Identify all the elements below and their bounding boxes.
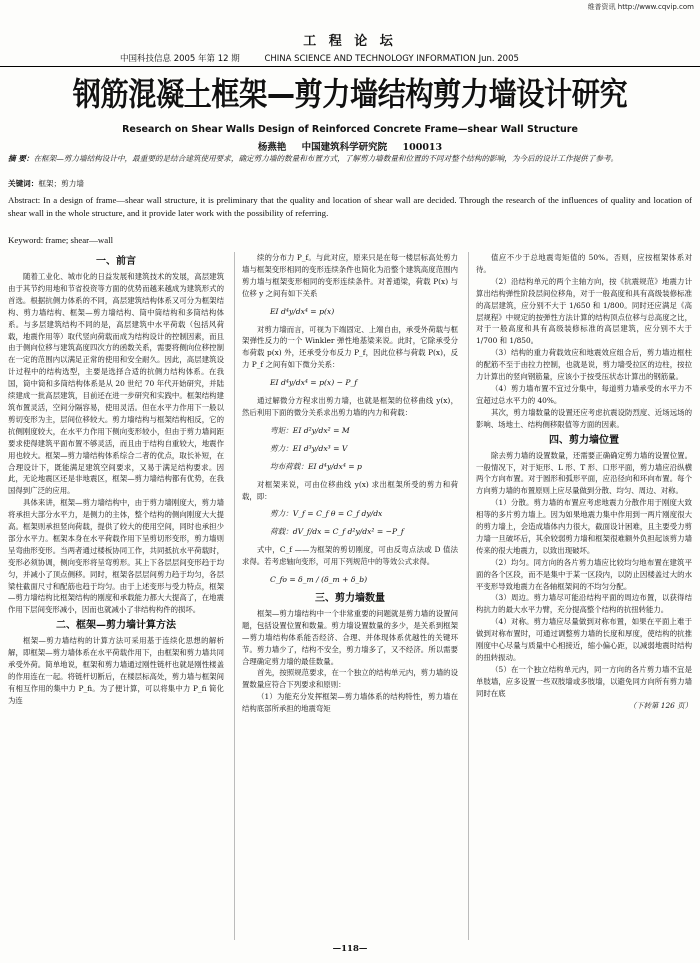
abstract-zh-text: 在框架—剪力墙结构设计中，最重要的是结合建筑使用要求，确定剪力墙的数量和布置方式，了解剪力墙数量和位置的不同对整个结构的影响，为今后的设计工作提供了参考。: [33, 154, 619, 163]
paragraph: （1）分散。剪力墙的布置应考虑地震力分散作用于刚度大致相等的多片剪力墙上。因为如果地震力集中作用到一两片刚度很大的剪力墙上，会造成墙体内力很大，截面设计困难，且主要受力剪力墙一旦破坏后，其余较弱剪力墙和框架很难额外负担起该剪力墙传来的很大地震力，以致出现破坏。: [476, 498, 692, 555]
paragraph: 值应不少于总地震弯矩值的 50%。否则，应按框架体系对待。: [476, 253, 692, 274]
journal-name-en: CHINA SCIENCE AND TECHNOLOGY INFORMATION Jun. 2005: [264, 54, 519, 64]
paragraph: 框架—剪力墙结构中一个非常重要的问题就是剪力墙的设置问题，包括设置位置和数量。剪力墙设置数量的多少，是关系到框架—剪力墙结构体系能否经济、合理、并体现体系优越性的关键环节。剪力墙少了，结构不安全，剪力墙多了，又不经济。所以需要合理确定剪力墙的最佳数量。: [242, 608, 458, 666]
paragraph: （3）结构的重力荷载效应和地震效应组合后，剪力墙边框柱的配筋不至于由拉力控制，也就是说，剪力墙受拉区的边柱，按拉力计算出的竖向钢筋量，应该小于按受压状态计算出的钢筋量。: [476, 348, 692, 382]
page-number: —118—: [332, 944, 368, 954]
column-divider: [468, 252, 469, 940]
heading-shear-wall-quantity: 三、剪力墙数量: [315, 592, 385, 604]
abstract-zh: [8, 153, 692, 165]
abstract-en: [8, 194, 692, 219]
equation: 荷载：dV_f/dx = C_f d²y/dx² = −P_f: [270, 527, 404, 537]
equation: EI d⁴y/dx⁴ = p(x) − P_f: [270, 378, 358, 388]
paragraph: 式中，C_f ——为框架的剪切刚度，可由反弯点法或 D 值法求得。若考虑轴向变形，可用下列规范中的等效公式求得。: [242, 545, 458, 567]
paragraph: 除去剪力墙的设置数量，还需要正确确定剪力墙的设置位置。一般情况下，对于矩形、L 形、T 形、口形平面，剪力墙应沿纵横两个方向布置。对于圆形和弧形平面，应沿径向和环向布置。每个方向剪力墙的布置原则上应尽量做到分散、均匀、周边、对称。: [476, 450, 692, 496]
author-affiliation: 中国建筑科学研究院: [301, 142, 388, 153]
paragraph: 框架—剪力墙结构的计算方法可采用基于连续化思想的解析解，即框架—剪力墙体系在水平荷载作用下，由框架和剪力墙共同承受外荷。简单地说，框架和剪力墙通过刚性链杆也就是刚性楼盖的作用连在一起。将链杆切断后，在楼层标高处，剪力墙与框架间有相互作用的集中力 P_fi。为了便计算，可以将集中力 P_fi 简化为连: [8, 636, 224, 705]
continued-note: （下转第 126 页）: [628, 700, 692, 710]
article-title: 钢筋混凝土框架—剪力墙结构剪力墙设计研究: [72, 75, 628, 113]
header-rule: [0, 66, 700, 67]
equation: 均布荷载：EI d⁴y/dx⁴ = p: [270, 461, 362, 471]
paragraph: 首先，按照规范要求，在一个独立的结构单元内，剪力墙的设置数量应符合下列要求和原则：: [242, 668, 458, 690]
equation: C_fo = δ_m / (δ_m + δ_b): [270, 575, 368, 585]
paragraph: 具体来讲，框架—剪力墙结构中，由于剪力墙刚度大，剪力墙将承担大部分水平力，是侧力的主体，整个结构的侧向刚度大大提高。框架则承担竖向荷载，提供了较大的使用空间，同时也承担少部分水平力。框架本身在水平荷载作用下呈剪切形变形，剪力墙则呈弯曲形变形。当两者通过楼板协同工作，共同抵抗水平荷载时，变形必须协调，侧向变形将呈弯剪形。其上下各层层间变形趋于均匀，并减小了顶点侧移。同时，框架各层层间剪力趋于均匀，各层梁柱截面尺寸和配筋也趋于均匀。由于上述变形与受力特点，框架—剪力墙结构比框架结构的刚度和承载能力都大大提高了，在地震作用下层间变形减小，因而也就减小了非结构构件的损坏。: [8, 498, 224, 615]
paragraph: （4）剪力墙布置不宜过分集中，每道剪力墙承受的水平力不宜超过总水平力的 40%。: [476, 383, 692, 405]
column-1: [8, 252, 224, 707]
article-title-en: Research on Shear Walls Design of Reinforced Concrete Frame—shear Wall Structure: [122, 124, 578, 135]
paragraph: 对剪力墙而言，可视为下端固定、上端自由，承受外荷载与框架弹性反力的一个 Winkler 弹性地基梁来说。此时，它除承受分布荷载 p(x) 外，还承受分布反力 P_f，因此位移与荷载 P(x)，反力 P_f 之间有如下微分关系：: [242, 324, 458, 370]
paragraph: 通过解微分方程求出剪力墙，也就是框架的位移曲线 y(x)，然后利用下面的微分关系求出剪力墙的内力和荷载：: [242, 396, 458, 417]
paragraph: （2）均匀。同方向的各片剪力墙应比较均匀地布置在建筑平面的各个区段，而不是集中于某一区段内，以防止因楼盖过大的水平变形导致地震力在各轴框架间的不均匀分配。: [476, 557, 692, 591]
abstract-en-label: Abstract:: [8, 195, 41, 205]
author-line: [0, 139, 700, 153]
heading-shear-wall-location: 四、剪力墙位置: [549, 434, 619, 446]
paragraph: 随着工业化、城市化的日益发展和建筑技术的发展，高层建筑由于其节约用地和节省投资等方面的优势而越来越成为建筑形式的首选。根据抗侧力体系的不同，高层建筑结构体系又可分为框架结构、剪力墙结构、框架—剪力墙结构、筒中筒结构和多筒结构体系。与多层建筑结构不同的是，高层建筑中水平荷载（包括风荷载，地震作用等）取代竖向荷载而成为结构设计的控制因素，而且由于侧向位移与建筑高度四次方的函数关系，需要将侧向位移控制在一定的范围内以满足正常的使用和安全耐久。因此，高层建筑设计过程中的结构选型，主要是选择合适的抗侧力结构体系。在我国，筒中筒和多筒结构体系是从 20 世纪 70 年代开始研究，并陆续建成一批高层建筑，目前还在进一步研究和实践中。框架结构建筑布置灵活，空间分隔容易，使用灵活。但在水平力作用下一般以剪切变形为主，层间位移较大。剪力墙结构与框架结构相反，它的抗侧刚度较大，在水平力作用下侧向变形较小，但由于剪力墙间距要求使得建筑平面布置不够灵活，而且由于结构自重较大，地震作用也较大。框架—剪力墙结构体系综合二者的优点，取长补短，在合理设计下，既能满足建筑空间要求，又易于满足结构要求。因此，无论地震区还是非地震区，框架—剪力墙结构都有优势，在我国得到广泛的应用。: [8, 272, 224, 496]
journal-name: 中国科技信息 2005 年第 12 期: [120, 54, 240, 64]
heading-calculation-method: 二、框架—剪力墙计算方法: [56, 620, 176, 632]
keywords-zh-label: 关键词：: [8, 179, 39, 188]
paragraph: （2）沿结构单元的两个主轴方向，按《抗震规范》地震力计算出结构弹性阶段层间位移角，对于一般高度和具有高级装修标准的高层建筑，应分别不大于 1/650 和 1/800。同时还应满足《高层规程》中规定的按弹性方法计算的结构顶点位移与总高度之比，对于一般高度和具有高级装修标准的高层建筑，应分别不大于 1/700 和 1/850。: [476, 276, 692, 346]
column-2: [242, 252, 458, 715]
paragraph: （1）为能充分发挥框架—剪力墙体系的结构特性，剪力墙在结构底部所承担的地震弯矩: [242, 692, 458, 714]
heading-introduction: 一、前言: [96, 256, 136, 267]
column-3: [476, 252, 692, 712]
abstract-en-text: In a design of frame—shear wall structure, it is preliminary that the quality and location of shear wall are decided. Through the research of the influences of quality and location of shear wall in the whole structure, and it provide later work with the possibility of referring.: [8, 195, 692, 218]
paragraph: （3）周边。剪力墙尽可能沿结构平面的周边布置，以获得结构抗力的最大水平力臂，充分提高整个结构的抗扭转能力。: [476, 593, 692, 615]
paragraph: 续的分布力 P_f。与此对应，原来只是在每一楼层标高处剪力墙与框架变形相同的变形连续条件也简化为沿整个建筑高度范围内剪力墙与框架变形相同的变形连续条件。对普通梁，荷载 P(x) 与位移 y 之间有如下关系: [242, 253, 458, 298]
abstract-zh-label: 摘 要：: [8, 154, 34, 163]
paragraph: 其次，剪力墙数量的设置还应考虑抗震设防烈度、近场远场的影响、场地土、结构侧移限值等方面的因素。: [476, 407, 692, 429]
watermark: 维普资讯 http://www.cqvip.com: [587, 3, 694, 11]
column-divider: [234, 252, 235, 940]
equation: 弯矩：EI d²y/dx² = M: [270, 425, 350, 435]
keywords-en: Keyword: frame; shear—wall: [8, 235, 114, 245]
running-head: [120, 52, 541, 64]
paragraph: （4）对称。剪力墙应尽量做到对称布置，如果在平面上难于做到对称布置时，可通过调整剪力墙的长度和厚度，使结构的抗推刚度中心尽量与质量中心相接近，缩小偏心距，以减弱地震时结构的扭转振动。: [476, 617, 692, 662]
section-name: 工 程 论 坛: [303, 34, 397, 49]
equation: 剪力：EI d³y/dx³ = V: [270, 443, 348, 453]
author-name: 杨燕艳: [257, 142, 287, 153]
keywords-zh-text: 框架；剪力墙: [38, 179, 84, 188]
equation: 剪力：V_f = C_f θ = C_f dy/dx: [270, 509, 383, 519]
author-postcode: 100013: [402, 142, 443, 153]
keywords-zh: [8, 178, 692, 190]
equation: EI d⁴y/dx⁴ = p(x): [270, 306, 335, 316]
paragraph: （5）在一个独立结构单元内，同一方向的各片剪力墙不宜是单肢墙，应多设置一些双肢墙或多肢墙，以避免同方向所有剪力墙同时在底: [476, 664, 692, 698]
paragraph: 对框架来说，可由位移曲线 y(x) 求出框架所受的剪力和荷载，即：: [242, 479, 458, 501]
